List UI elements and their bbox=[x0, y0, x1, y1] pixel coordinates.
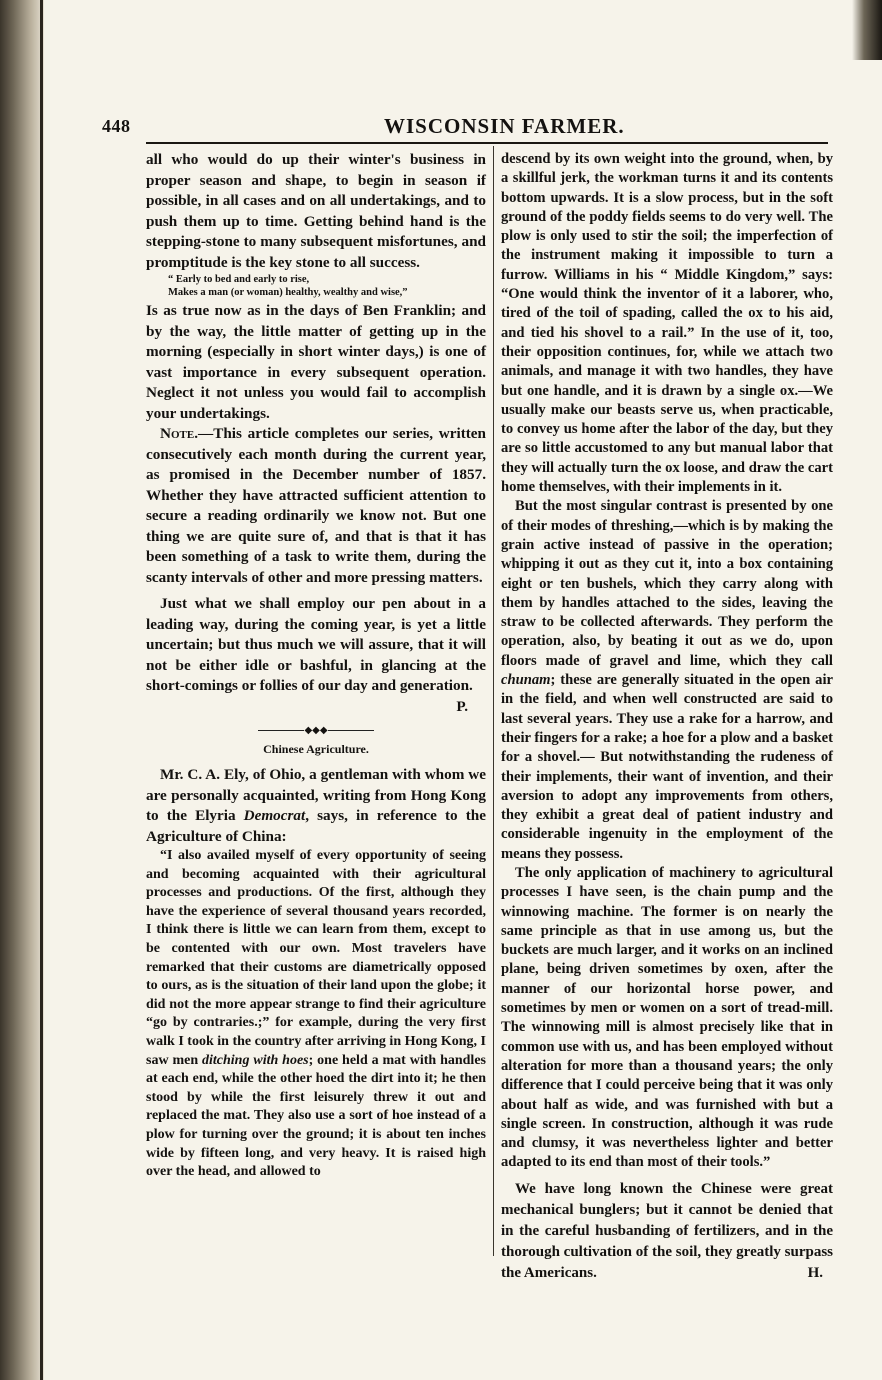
left-paragraph-5 bbox=[146, 847, 486, 1182]
page-corner-shadow bbox=[852, 0, 882, 60]
p4-text-a: Mr. C. A. Ely, of Ohio, a gentleman with whom we are personally acquainted, writing from Hong Kong to the Elyria bbox=[146, 766, 486, 824]
rp2-text-b: ; these are generally situated in the open air in the field, and when well constructed are said to last several years. They use a rake for a harrow, and their fingers for a rake; a hoe for a plow and a basket for a shovel.— But notwithstanding the rudeness of their implements, their want of invention, and their aversion to adopt any improvements from others, they exhibit a great deal of patient industry and considerable ingenuity in the employment of the means they possess. bbox=[501, 672, 833, 862]
left-paragraph-4 bbox=[146, 765, 486, 847]
rp2-italic: chunam bbox=[501, 672, 551, 689]
signature-h: H. bbox=[807, 1264, 823, 1281]
verse-line-2: Makes a man (or woman) healthy, wealthy and wise,” bbox=[168, 287, 408, 298]
right-paragraph-1: descend by its own weight into the ground, when, by a skillful jerk, the workman turns it and its contents bottom upwards. It is a slow process, but in the soft ground of the poddy fields seems to do very well. The plow is only used to stir the soil; the imperfection of the instrument making it impossible to turn a furrow. Williams in his “ Middle Kingdom,” says: “One would think the inventor of it a laborer, who, tired of the toil of spading, called the ox to his aid, and tied his shovel to a rail.” In the use of it, too, their opposition continues, for, while we attach two animals, and manage it with two handles, they have but one handle, and it is drawn by a single ox.—We usually make our beasts serve us, when practicable, to convey us home after the labor of the day, but they are so little accustomed to any but manual labor that they will actually turn the ox loose, and draw the cart home themselves, with their implements in it. bbox=[501, 151, 833, 496]
p5-italic: ditching with hoes bbox=[202, 1052, 309, 1068]
ornament-rule-left bbox=[258, 730, 304, 731]
column-divider bbox=[493, 146, 494, 1256]
right-column bbox=[501, 150, 833, 1284]
right-paragraph-4 bbox=[501, 1179, 833, 1284]
journal-title: WISCONSIN FARMER. bbox=[384, 114, 625, 138]
note-label: Note. bbox=[160, 425, 198, 442]
note-text: —This article completes our series, written consecutively each month during the current year, as promised in the December number of 1857. Whether they have attracted sufficient attention to secure a reading ordinarily we know not. But one thing we are quite sure of, and that is that it has been something of a task to write them, during the scanty intervals of other and more pressing matters. bbox=[146, 425, 486, 586]
ornament-rule-right bbox=[328, 730, 374, 731]
p4-italic: Democrat bbox=[243, 807, 306, 824]
section-heading: Chinese Agriculture. bbox=[263, 742, 369, 756]
page-number: 448 bbox=[102, 116, 131, 136]
section-ornament bbox=[146, 725, 486, 737]
franklin-verse bbox=[146, 273, 486, 299]
page-header bbox=[102, 116, 826, 144]
right-paragraph-3: The only application of machinery to agricultural processes I have seen, is the chain pump and the winnowing machine. The former is on nearly the same principle as that in use among us, but the buckets are much larger, and it works on an inclined plane, being driven sometimes by oxen, after the manner of our horizontal horse power, and sometimes by men or women on a sort of tread-mill. The winnowing mill is almost precisely like that in common use with us, and has been employed without alteration for more than a thousand years; the only difference that I could perceive being that it was only about half as wide, and was furnished with but a single screen. In construction, although it was rude and clumsy, it was nevertheless lighter and better adapted to its end than most of their tools.” bbox=[501, 864, 833, 1171]
rp4-text: We have long known the Chinese were great mechanical bunglers; but it cannot be denied that in the careful husbanding of fertilizers, and in the thorough cultivation of the soil, they greatly surpass the Americans. bbox=[501, 1180, 833, 1281]
verse-line-1: “ Early to bed and early to rise, bbox=[168, 274, 310, 285]
p5-text-a: “I also availed myself of every opportunity of seeing and becoming acquainted with their agricultural processes and productions. Of the first, although they have the experience of several thousand years recorded, I think there is little we can learn from them, except to be contented with our own. Most travelers have remarked that their customs are diametrically opposed to ours, as is the situation of their land upon the globe; it did not the more appear strange to find their agriculture “go by contraries.;” for example, during the very first walk I took in the country after arriving in Hong Kong, I saw men bbox=[146, 848, 486, 1068]
left-paragraph-3 bbox=[146, 594, 486, 717]
p4-text-b: , says, in reference to the Agriculture of China: bbox=[146, 807, 486, 845]
header-rule bbox=[146, 142, 828, 144]
right-paragraph-2 bbox=[501, 497, 833, 864]
binding-shadow-line bbox=[40, 0, 43, 1380]
left-paragraph-1: all who would do up their winter's business in proper season and shape, to begin in season if possible, in all cases and on all undertakings, and to push them up to time. Getting behind hand is the stepping-stone to many subsequent misfortunes, and promptitude is the key stone to all success. bbox=[146, 151, 486, 271]
left-paragraph-2: Is as true now as in the days of Ben Franklin; and by the way, the little matter of getting up in the morning (especially in short winter days,) is one of vast importance in every subsequent operation. Neglect it not unless you would fail to accomplish your undertakings. bbox=[146, 302, 486, 422]
note-paragraph bbox=[146, 424, 486, 588]
left-column bbox=[146, 150, 486, 1182]
p5-text-b: ; one held a mat with handles at each end, while the other hoed the dirt into it; he then stood by while the first leisurely threw it out and replaced the mat. They also use a sort of hoe instead of a plow for turning over the ground; it is about ten inches wide by fifteen long, and very heavy. It is raised high over the head, and allowed to bbox=[146, 1052, 486, 1180]
left-paragraph-3-text: Just what we shall employ our pen about in a leading way, during the coming year, is yet a little uncertain; but thus much we will assure, that it will not be either idle or bashful, in glancing at the short-comings or follies of our day and generation. bbox=[146, 595, 486, 694]
ornament-glyphs: ◆◆◆ bbox=[304, 725, 328, 736]
rp2-text-a: But the most singular contrast is presented by one of their modes of threshing,—which is by making the grain active instead of passive in the operation; whipping it out as they cut it, into a box containing eight or ten bushels, which they carry along with them by handles attached to the sides, leaving the straw to be collected afterwards. They perform the operation, also, by beating it out as we do, upon floors made of gravel and lime, which they call bbox=[501, 498, 833, 669]
signature-p: P. bbox=[456, 697, 468, 715]
book-binding-edge bbox=[0, 0, 44, 1380]
